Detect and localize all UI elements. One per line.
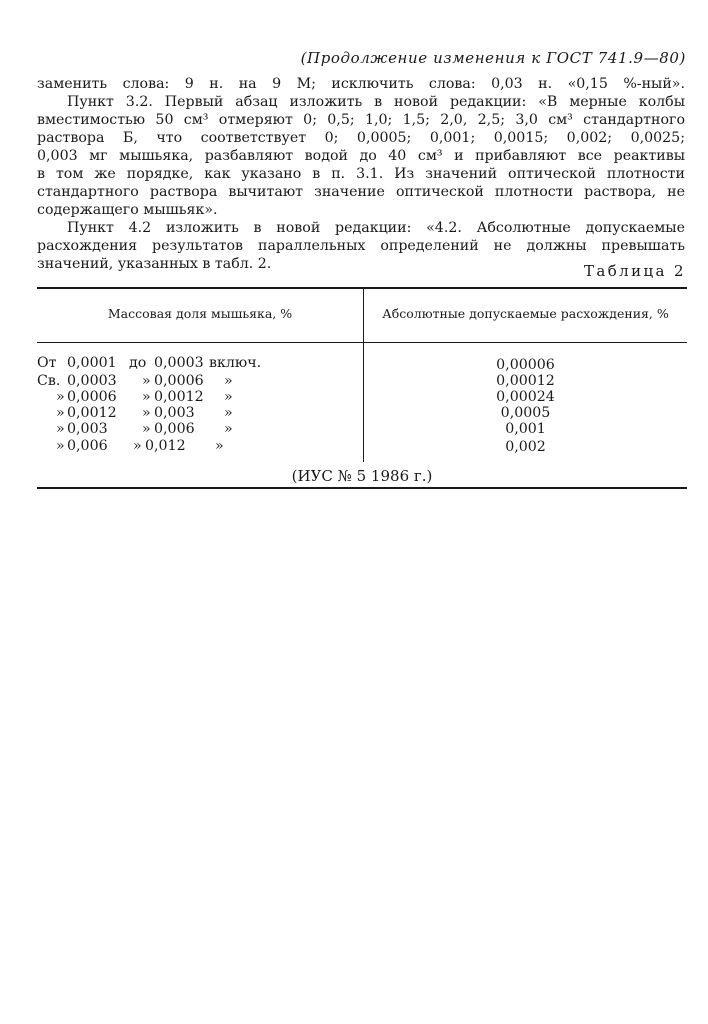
body-line-4: раствора Б, что соответствует 0; 0,0005; 0,001; 0,0015; 0,002; 0,0025; [37, 130, 685, 146]
continuation-header: (Продолжение изменения к ГОСТ 741.9—80) [300, 49, 686, 67]
table-row-value: 0,00012 [496, 373, 555, 389]
body-line-9: Пункт 4.2 изложить в новой редакции: «4.2. Абсолютные допускаемые [67, 220, 685, 236]
body-line-2: Пункт 3.2. Первый абзац изложить в новой редакции: «В мерные колбы [67, 94, 685, 110]
table-header-discrepancy: Абсолютные допускаемые расхождения, % [382, 306, 669, 321]
body-line-11: значений, указанных в табл. 2. [37, 256, 272, 272]
table-row-value: 0,00006 [496, 357, 555, 373]
table-caption: Таблица 2 [583, 262, 686, 280]
body-line-3: вместимостью 50 см³ отмеряют 0; 0,5; 1,0; 1,5; 2,0, 2,5; 3,0 см³ стандартного [37, 112, 685, 128]
table-row-value: 0,002 [505, 439, 546, 455]
table-header-mass-fraction: Массовая доля мышьяка, % [107, 306, 293, 321]
table-top-rule [37, 287, 687, 289]
body-line-6: в том же порядке, как указано в п. 3.1. Из значений оптической плотности [37, 166, 685, 182]
table-row-value: 0,001 [505, 421, 546, 437]
body-line-8: содержащего мышьяк». [37, 202, 218, 218]
document-page: (Продолжение изменения к ГОСТ 741.9—80) заменить слова: 9 н. на 9 М; исключить слова: 0,03 н. «0,15 %-ный». Пункт 3.2. Первый абзац изложить в новой редакции: «В мерные колбы вместимостью 50 см³ отмеряют 0; 0,5; 1,0; 1,5; 2,0, 2,5; 3,0 см³ стандартного раствора Б, что соответствует 0; 0,0005; 0,001; 0,0015; 0,002; 0,0025; 0,003 мг мышьяка, разбавляют водой до 40 см³ и прибавляют все реактивы в том же порядке, как указано в п. 3.1. Из значений оптической плотности стандартного раствора вычитают значение оптической плотности раствора, не содержащего мышьяк». Пункт 4.2 изложить в новой редакции: «4.2. Абсолютные допускаемые расхождения результатов параллельных определений не должны превышать значений, указанных в табл. 2. Таблица 2 Массовая доля мышьяка, % Абсолютные допускаемые расхождения, % От 0,0001 до 0,0003 включ. 0,00006 Св. 0,0003 » 0,0006 » 0,00012 » 0,0006 » 0,0012 » 0,00024 » 0,0012 » 0,003 » 0,0005 » 0,003 » 0,006 » 0,001 » 0,006 » 0,012 » 0,002 (ИУС № 5 1986 г.) [0, 0, 708, 1024]
table-bottom-rule [37, 487, 687, 489]
table-row-value: 0,00024 [496, 389, 555, 405]
body-line-10: расхождения результатов параллельных определений не должны превышать [37, 238, 685, 254]
table-row-value: 0,0005 [500, 405, 551, 421]
body-line-5: 0,003 мг мышьяка, разбавляют водой до 40 см³ и прибавляют все реактивы [37, 148, 685, 164]
body-line-7: стандартного раствора вычитают значение оптической плотности раствора, не [37, 184, 685, 200]
body-line-1: заменить слова: 9 н. на 9 М; исключить слова: 0,03 н. «0,15 %-ный». [37, 76, 685, 92]
table-header-rule [37, 342, 687, 343]
source-note: (ИУС № 5 1986 г.) [291, 467, 433, 485]
